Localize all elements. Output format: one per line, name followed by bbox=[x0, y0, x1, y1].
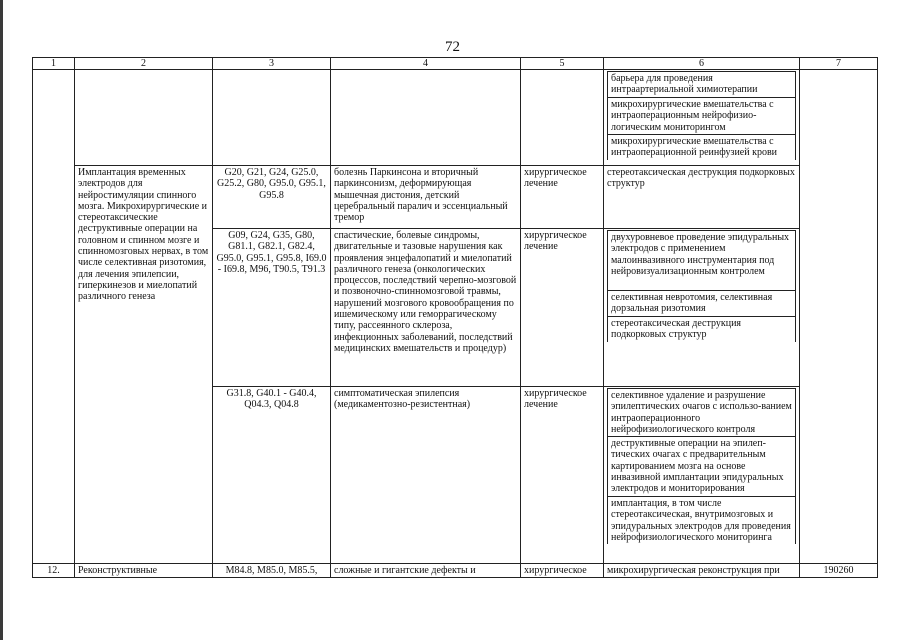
col-header-1: 1 bbox=[33, 58, 75, 70]
col-header-2: 2 bbox=[75, 58, 213, 70]
table-row bbox=[33, 564, 878, 578]
cell-name bbox=[75, 70, 213, 166]
cell-methods bbox=[604, 387, 800, 564]
disease-description: сложные и гигантские дефекты и bbox=[331, 564, 521, 578]
col-header-4: 4 bbox=[331, 58, 521, 70]
disease-description: симптоматическая эпилепсия (медикаментозно-резистентная) bbox=[331, 387, 521, 564]
table-row bbox=[33, 166, 878, 229]
price-cell bbox=[800, 70, 878, 564]
cell-methods bbox=[604, 229, 800, 387]
method-item: селективная невротомия, селективная дорзальная ризотомия bbox=[608, 291, 796, 317]
treatment-type: хирургическое bbox=[521, 564, 604, 578]
cell-codes bbox=[213, 70, 331, 166]
price: 190260 bbox=[800, 564, 878, 578]
row-number: 12. bbox=[33, 564, 75, 578]
method-item: стереотаксическая деструкция подкорковых структур bbox=[604, 166, 800, 229]
icd-codes: M84.8, M85.0, M85.5, bbox=[213, 564, 331, 578]
method-item: стереотаксическая деструкция подкорковых структур bbox=[608, 317, 796, 342]
row-number-cell bbox=[33, 70, 75, 564]
group-name: Имплантация временных электродов для нейростимуляции спинного мозга. Микрохирургические и стереотаксические деструктивные операции на головном и спинном мозге и спинномозговых нервах, в том числе селективная ризотомия, для лечения эпилепсии, гиперкинезов и миелопатий различного генеза bbox=[75, 166, 213, 564]
treatment-type: хирургическое лечение bbox=[521, 387, 604, 564]
disease-description: болезнь Паркинсона и вторичный паркинсонизм, деформирующая мышечная дистония, детский церебральный паралич и эссенциальный тремор bbox=[331, 166, 521, 229]
method-item: деструктивные операции на эпилеп-тических очагах с предварительным картированием мозга на основе инвазивной имплантации эпидуральных электродов и мониторирования bbox=[608, 437, 796, 497]
col-header-6: 6 bbox=[604, 58, 800, 70]
table-row bbox=[33, 70, 878, 166]
method-item: селективное удаление и разрушение эпилептических очагов с использо-ванием интраоперационного нейрофизиологического контроля bbox=[608, 389, 796, 437]
header-row bbox=[33, 58, 878, 70]
icd-codes: G31.8, G40.1 - G40.4, Q04.3, Q04.8 bbox=[213, 387, 331, 564]
page-number: 72 bbox=[445, 39, 460, 55]
col-header-5: 5 bbox=[521, 58, 604, 70]
method-item: микрохирургическая реконструкция при bbox=[604, 564, 800, 578]
method-item: двухуровневое проведение эпидуральных электродов с применением малоинвазивного инструментария под нейровизуализационным контролем bbox=[608, 231, 796, 291]
scan-edge bbox=[0, 0, 3, 640]
cell-disease bbox=[331, 70, 521, 166]
icd-codes: G09, G24, G35, G80, G81.1, G82.1, G82.4, G95.0, G95.1, G95.8, I69.0 - I69.8, M96, T90.5, T91.3 bbox=[213, 229, 331, 387]
procedures-table bbox=[32, 57, 878, 578]
cell-treatment bbox=[521, 70, 604, 166]
method-item: имплантация, в том числе стереотаксическая, внутримозговых и эпидуральных электродов для проведения нейрофизиологического мониторинга bbox=[608, 497, 796, 545]
disease-description: спастические, болевые синдромы, двигательные и тазовые нарушения как проявления энцефалопатий и миелопатий различного генеза (онкологических процессов, последствий черепно-мозговой и позвоночно-спинномозговой травмы, нарушений мозгового кровообращения по ишемическому или геморрагическому типу, рассеянного склероза, инфекционных заболеваний, последствий медицинских вмешательств и процедур) bbox=[331, 229, 521, 387]
treatment-type: хирургическое лечение bbox=[521, 166, 604, 229]
method-item: микрохирургические вмешательства с интраоперационной реинфузией крови bbox=[608, 135, 796, 160]
method-item: микрохирургические вмешательства с интраоперационным нейрофизио-логическим мониторингом bbox=[608, 98, 796, 135]
icd-codes: G20, G21, G24, G25.0, G25.2, G80, G95.0, G95.1, G95.8 bbox=[213, 166, 331, 229]
treatment-type: хирургическое лечение bbox=[521, 229, 604, 387]
cell-methods bbox=[604, 70, 800, 166]
col-header-7: 7 bbox=[800, 58, 878, 70]
group-name: Реконструктивные bbox=[75, 564, 213, 578]
col-header-3: 3 bbox=[213, 58, 331, 70]
method-item: барьера для проведения интраартериальной химиотерапии bbox=[608, 72, 796, 98]
